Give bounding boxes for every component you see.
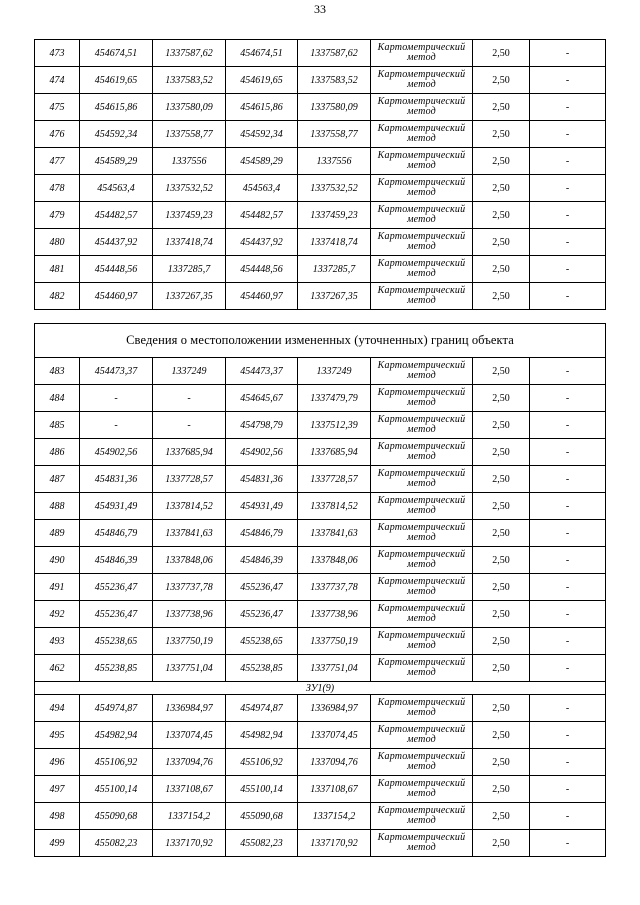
new-x-cell: 454902,56 <box>226 439 298 466</box>
method-cell: Картометрический метод <box>371 776 473 803</box>
new-x-cell: 454563,4 <box>226 175 298 202</box>
method-cell: Картометрический метод <box>371 830 473 857</box>
new-y-cell: 1337108,67 <box>298 776 371 803</box>
old-x-cell: 455082,23 <box>80 830 153 857</box>
table-row <box>35 121 606 148</box>
new-x-cell: 455236,47 <box>226 601 298 628</box>
point-number-cell: 479 <box>35 202 80 229</box>
old-y-cell: 1337841,63 <box>153 520 226 547</box>
method-cell: Картометрический метод <box>371 466 473 493</box>
old-y-cell: 1337751,04 <box>153 655 226 682</box>
old-x-cell: 454615,86 <box>80 94 153 121</box>
sub-section-row <box>35 682 606 695</box>
table-row <box>35 803 606 830</box>
new-x-cell: 454798,79 <box>226 412 298 439</box>
accuracy-cell: 2,50 <box>473 628 530 655</box>
description-cell: - <box>530 722 606 749</box>
description-cell: - <box>530 466 606 493</box>
new-y-cell: 1337737,78 <box>298 574 371 601</box>
table-row <box>35 520 606 547</box>
new-y-cell: 1337848,06 <box>298 547 371 574</box>
old-y-cell: 1337814,52 <box>153 493 226 520</box>
new-x-cell: 454645,67 <box>226 385 298 412</box>
accuracy-cell: 2,50 <box>473 229 530 256</box>
table-row <box>35 574 606 601</box>
new-y-cell: 1337750,19 <box>298 628 371 655</box>
description-cell: - <box>530 283 606 310</box>
accuracy-cell: 2,50 <box>473 803 530 830</box>
accuracy-cell: 2,50 <box>473 493 530 520</box>
old-y-cell: 1337418,74 <box>153 229 226 256</box>
old-x-cell: 455238,65 <box>80 628 153 655</box>
section-header-row <box>35 324 606 358</box>
table-row <box>35 722 606 749</box>
new-y-cell: 1337583,52 <box>298 67 371 94</box>
new-y-cell: 1337751,04 <box>298 655 371 682</box>
table-row <box>35 466 606 493</box>
method-cell: Картометрический метод <box>371 256 473 283</box>
table-row <box>35 283 606 310</box>
new-x-cell: 454974,87 <box>226 695 298 722</box>
description-cell: - <box>530 94 606 121</box>
old-y-cell: 1337532,52 <box>153 175 226 202</box>
accuracy-cell: 2,50 <box>473 830 530 857</box>
old-y-cell: 1337587,62 <box>153 40 226 67</box>
point-number-cell: 477 <box>35 148 80 175</box>
new-y-cell: 1337587,62 <box>298 40 371 67</box>
new-y-cell: 1337556 <box>298 148 371 175</box>
old-y-cell: 1337848,06 <box>153 547 226 574</box>
old-y-cell: 1337737,78 <box>153 574 226 601</box>
old-x-cell: 455090,68 <box>80 803 153 830</box>
new-x-cell: 454592,34 <box>226 121 298 148</box>
new-x-cell: 454982,94 <box>226 722 298 749</box>
table-row <box>35 601 606 628</box>
point-number-cell: 488 <box>35 493 80 520</box>
old-x-cell: 454974,87 <box>80 695 153 722</box>
old-y-cell: 1337738,96 <box>153 601 226 628</box>
method-cell: Картометрический метод <box>371 412 473 439</box>
new-y-cell: 1337459,23 <box>298 202 371 229</box>
sub-section-title: ЗУ1(9) <box>35 682 606 695</box>
accuracy-cell: 2,50 <box>473 358 530 385</box>
new-x-cell: 454460,97 <box>226 283 298 310</box>
description-cell: - <box>530 520 606 547</box>
old-y-cell: 1337074,45 <box>153 722 226 749</box>
new-x-cell: 455106,92 <box>226 749 298 776</box>
point-number-cell: 473 <box>35 40 80 67</box>
point-number-cell: 486 <box>35 439 80 466</box>
new-y-cell: 1337170,92 <box>298 830 371 857</box>
new-x-cell: 454437,92 <box>226 229 298 256</box>
method-cell: Картометрический метод <box>371 175 473 202</box>
accuracy-cell: 2,50 <box>473 722 530 749</box>
old-x-cell: 454589,29 <box>80 148 153 175</box>
method-cell: Картометрический метод <box>371 148 473 175</box>
method-cell: Картометрический метод <box>371 520 473 547</box>
method-cell: Картометрический метод <box>371 121 473 148</box>
point-number-cell: 491 <box>35 574 80 601</box>
table-row <box>35 628 606 655</box>
old-x-cell: 454831,36 <box>80 466 153 493</box>
new-y-cell: 1337728,57 <box>298 466 371 493</box>
point-number-cell: 487 <box>35 466 80 493</box>
point-number-cell: 481 <box>35 256 80 283</box>
coordinates-table-top <box>34 39 606 310</box>
description-cell: - <box>530 412 606 439</box>
new-x-cell: 454589,29 <box>226 148 298 175</box>
method-cell: Картометрический метод <box>371 94 473 121</box>
old-y-cell: 1337094,76 <box>153 749 226 776</box>
method-cell: Картометрический метод <box>371 628 473 655</box>
description-cell: - <box>530 628 606 655</box>
old-x-cell: 454982,94 <box>80 722 153 749</box>
table-row <box>35 412 606 439</box>
description-cell: - <box>530 202 606 229</box>
description-cell: - <box>530 776 606 803</box>
old-y-cell: 1337108,67 <box>153 776 226 803</box>
accuracy-cell: 2,50 <box>473 175 530 202</box>
point-number-cell: 483 <box>35 358 80 385</box>
old-y-cell: 1337750,19 <box>153 628 226 655</box>
point-number-cell: 495 <box>35 722 80 749</box>
point-number-cell: 482 <box>35 283 80 310</box>
accuracy-cell: 2,50 <box>473 601 530 628</box>
old-x-cell: 455106,92 <box>80 749 153 776</box>
new-y-cell: 1337738,96 <box>298 601 371 628</box>
old-x-cell: 454674,51 <box>80 40 153 67</box>
old-x-cell: 454482,57 <box>80 202 153 229</box>
description-cell: - <box>530 148 606 175</box>
table-row <box>35 695 606 722</box>
old-y-cell: 1337580,09 <box>153 94 226 121</box>
method-cell: Картометрический метод <box>371 40 473 67</box>
point-number-cell: 498 <box>35 803 80 830</box>
description-cell: - <box>530 547 606 574</box>
new-x-cell: 454482,57 <box>226 202 298 229</box>
accuracy-cell: 2,50 <box>473 67 530 94</box>
old-y-cell: - <box>153 385 226 412</box>
new-x-cell: 454448,56 <box>226 256 298 283</box>
accuracy-cell: 2,50 <box>473 749 530 776</box>
new-y-cell: 1337479,79 <box>298 385 371 412</box>
table-row <box>35 493 606 520</box>
old-y-cell: 1337556 <box>153 148 226 175</box>
accuracy-cell: 2,50 <box>473 94 530 121</box>
new-x-cell: 454931,49 <box>226 493 298 520</box>
old-y-cell: 1337728,57 <box>153 466 226 493</box>
table-row <box>35 94 606 121</box>
point-number-cell: 494 <box>35 695 80 722</box>
point-number-cell: 490 <box>35 547 80 574</box>
table-row <box>35 256 606 283</box>
point-number-cell: 484 <box>35 385 80 412</box>
table-row <box>35 40 606 67</box>
description-cell: - <box>530 229 606 256</box>
method-cell: Картометрический метод <box>371 722 473 749</box>
point-number-cell: 493 <box>35 628 80 655</box>
method-cell: Картометрический метод <box>371 695 473 722</box>
table-row <box>35 439 606 466</box>
method-cell: Картометрический метод <box>371 655 473 682</box>
new-y-cell: 1337267,35 <box>298 283 371 310</box>
old-x-cell: 454460,97 <box>80 283 153 310</box>
page-number: 33 <box>314 2 326 16</box>
description-cell: - <box>530 385 606 412</box>
accuracy-cell: 2,50 <box>473 385 530 412</box>
old-y-cell: 1337459,23 <box>153 202 226 229</box>
old-x-cell: 454563,4 <box>80 175 153 202</box>
new-y-cell: 1337418,74 <box>298 229 371 256</box>
new-y-cell: 1336984,97 <box>298 695 371 722</box>
table-row <box>35 385 606 412</box>
old-x-cell: 454448,56 <box>80 256 153 283</box>
point-number-cell: 489 <box>35 520 80 547</box>
description-cell: - <box>530 695 606 722</box>
new-x-cell: 455100,14 <box>226 776 298 803</box>
new-y-cell: 1337249 <box>298 358 371 385</box>
new-y-cell: 1337285,7 <box>298 256 371 283</box>
accuracy-cell: 2,50 <box>473 695 530 722</box>
old-x-cell: 454592,34 <box>80 121 153 148</box>
old-y-cell: 1337249 <box>153 358 226 385</box>
method-cell: Картометрический метод <box>371 283 473 310</box>
description-cell: - <box>530 439 606 466</box>
description-cell: - <box>530 121 606 148</box>
new-y-cell: 1337685,94 <box>298 439 371 466</box>
table-row <box>35 358 606 385</box>
new-x-cell: 455236,47 <box>226 574 298 601</box>
accuracy-cell: 2,50 <box>473 256 530 283</box>
old-x-cell: 454619,65 <box>80 67 153 94</box>
point-number-cell: 462 <box>35 655 80 682</box>
point-number-cell: 499 <box>35 830 80 857</box>
accuracy-cell: 2,50 <box>473 412 530 439</box>
method-cell: Картометрический метод <box>371 601 473 628</box>
point-number-cell: 476 <box>35 121 80 148</box>
method-cell: Картометрический метод <box>371 439 473 466</box>
point-number-cell: 478 <box>35 175 80 202</box>
method-cell: Картометрический метод <box>371 358 473 385</box>
method-cell: Картометрический метод <box>371 547 473 574</box>
description-cell: - <box>530 67 606 94</box>
table-row <box>35 229 606 256</box>
old-y-cell: 1337558,77 <box>153 121 226 148</box>
table-row <box>35 148 606 175</box>
old-y-cell: 1337154,2 <box>153 803 226 830</box>
new-x-cell: 454846,39 <box>226 547 298 574</box>
method-cell: Картометрический метод <box>371 749 473 776</box>
accuracy-cell: 2,50 <box>473 574 530 601</box>
new-x-cell: 455238,65 <box>226 628 298 655</box>
accuracy-cell: 2,50 <box>473 547 530 574</box>
old-x-cell: 454437,92 <box>80 229 153 256</box>
table-row <box>35 175 606 202</box>
old-y-cell: 1337685,94 <box>153 439 226 466</box>
point-number-cell: 485 <box>35 412 80 439</box>
new-x-cell: 454615,86 <box>226 94 298 121</box>
point-number-cell: 480 <box>35 229 80 256</box>
new-y-cell: 1337841,63 <box>298 520 371 547</box>
description-cell: - <box>530 358 606 385</box>
new-x-cell: 454619,65 <box>226 67 298 94</box>
description-cell: - <box>530 830 606 857</box>
new-x-cell: 455082,23 <box>226 830 298 857</box>
accuracy-cell: 2,50 <box>473 148 530 175</box>
point-number-cell: 496 <box>35 749 80 776</box>
table-row <box>35 67 606 94</box>
old-y-cell: 1337285,7 <box>153 256 226 283</box>
old-x-cell: 455236,47 <box>80 574 153 601</box>
old-x-cell: 455100,14 <box>80 776 153 803</box>
description-cell: - <box>530 256 606 283</box>
accuracy-cell: 2,50 <box>473 439 530 466</box>
accuracy-cell: 2,50 <box>473 466 530 493</box>
description-cell: - <box>530 175 606 202</box>
new-x-cell: 455090,68 <box>226 803 298 830</box>
old-x-cell: 454846,79 <box>80 520 153 547</box>
old-x-cell: 455238,85 <box>80 655 153 682</box>
new-y-cell: 1337814,52 <box>298 493 371 520</box>
method-cell: Картометрический метод <box>371 385 473 412</box>
new-y-cell: 1337532,52 <box>298 175 371 202</box>
description-cell: - <box>530 493 606 520</box>
description-cell: - <box>530 803 606 830</box>
method-cell: Картометрический метод <box>371 67 473 94</box>
accuracy-cell: 2,50 <box>473 40 530 67</box>
point-number-cell: 497 <box>35 776 80 803</box>
description-cell: - <box>530 655 606 682</box>
method-cell: Картометрический метод <box>371 229 473 256</box>
new-y-cell: 1337154,2 <box>298 803 371 830</box>
method-cell: Картометрический метод <box>371 202 473 229</box>
old-x-cell: - <box>80 412 153 439</box>
method-cell: Картометрический метод <box>371 803 473 830</box>
old-x-cell: 454473,37 <box>80 358 153 385</box>
table-row <box>35 547 606 574</box>
description-cell: - <box>530 40 606 67</box>
new-y-cell: 1337558,77 <box>298 121 371 148</box>
table-row <box>35 776 606 803</box>
table-row <box>35 830 606 857</box>
accuracy-cell: 2,50 <box>473 202 530 229</box>
old-y-cell: - <box>153 412 226 439</box>
new-x-cell: 454674,51 <box>226 40 298 67</box>
coordinates-table-bottom <box>34 323 606 857</box>
old-x-cell: 454902,56 <box>80 439 153 466</box>
accuracy-cell: 2,50 <box>473 121 530 148</box>
accuracy-cell: 2,50 <box>473 283 530 310</box>
table-row <box>35 749 606 776</box>
new-x-cell: 454831,36 <box>226 466 298 493</box>
table-row <box>35 202 606 229</box>
point-number-cell: 475 <box>35 94 80 121</box>
new-y-cell: 1337512,39 <box>298 412 371 439</box>
point-number-cell: 474 <box>35 67 80 94</box>
point-number-cell: 492 <box>35 601 80 628</box>
new-x-cell: 455238,85 <box>226 655 298 682</box>
old-y-cell: 1337267,35 <box>153 283 226 310</box>
old-x-cell: - <box>80 385 153 412</box>
new-x-cell: 454846,79 <box>226 520 298 547</box>
accuracy-cell: 2,50 <box>473 776 530 803</box>
method-cell: Картометрический метод <box>371 574 473 601</box>
old-x-cell: 454846,39 <box>80 547 153 574</box>
method-cell: Картометрический метод <box>371 493 473 520</box>
new-y-cell: 1337094,76 <box>298 749 371 776</box>
description-cell: - <box>530 749 606 776</box>
accuracy-cell: 2,50 <box>473 655 530 682</box>
old-y-cell: 1336984,97 <box>153 695 226 722</box>
new-y-cell: 1337580,09 <box>298 94 371 121</box>
new-y-cell: 1337074,45 <box>298 722 371 749</box>
old-y-cell: 1337583,52 <box>153 67 226 94</box>
description-cell: - <box>530 574 606 601</box>
accuracy-cell: 2,50 <box>473 520 530 547</box>
table-row <box>35 655 606 682</box>
old-y-cell: 1337170,92 <box>153 830 226 857</box>
old-x-cell: 455236,47 <box>80 601 153 628</box>
section-title: Сведения о местоположении измененных (уточненных) границ объекта <box>35 324 606 358</box>
old-x-cell: 454931,49 <box>80 493 153 520</box>
new-x-cell: 454473,37 <box>226 358 298 385</box>
description-cell: - <box>530 601 606 628</box>
